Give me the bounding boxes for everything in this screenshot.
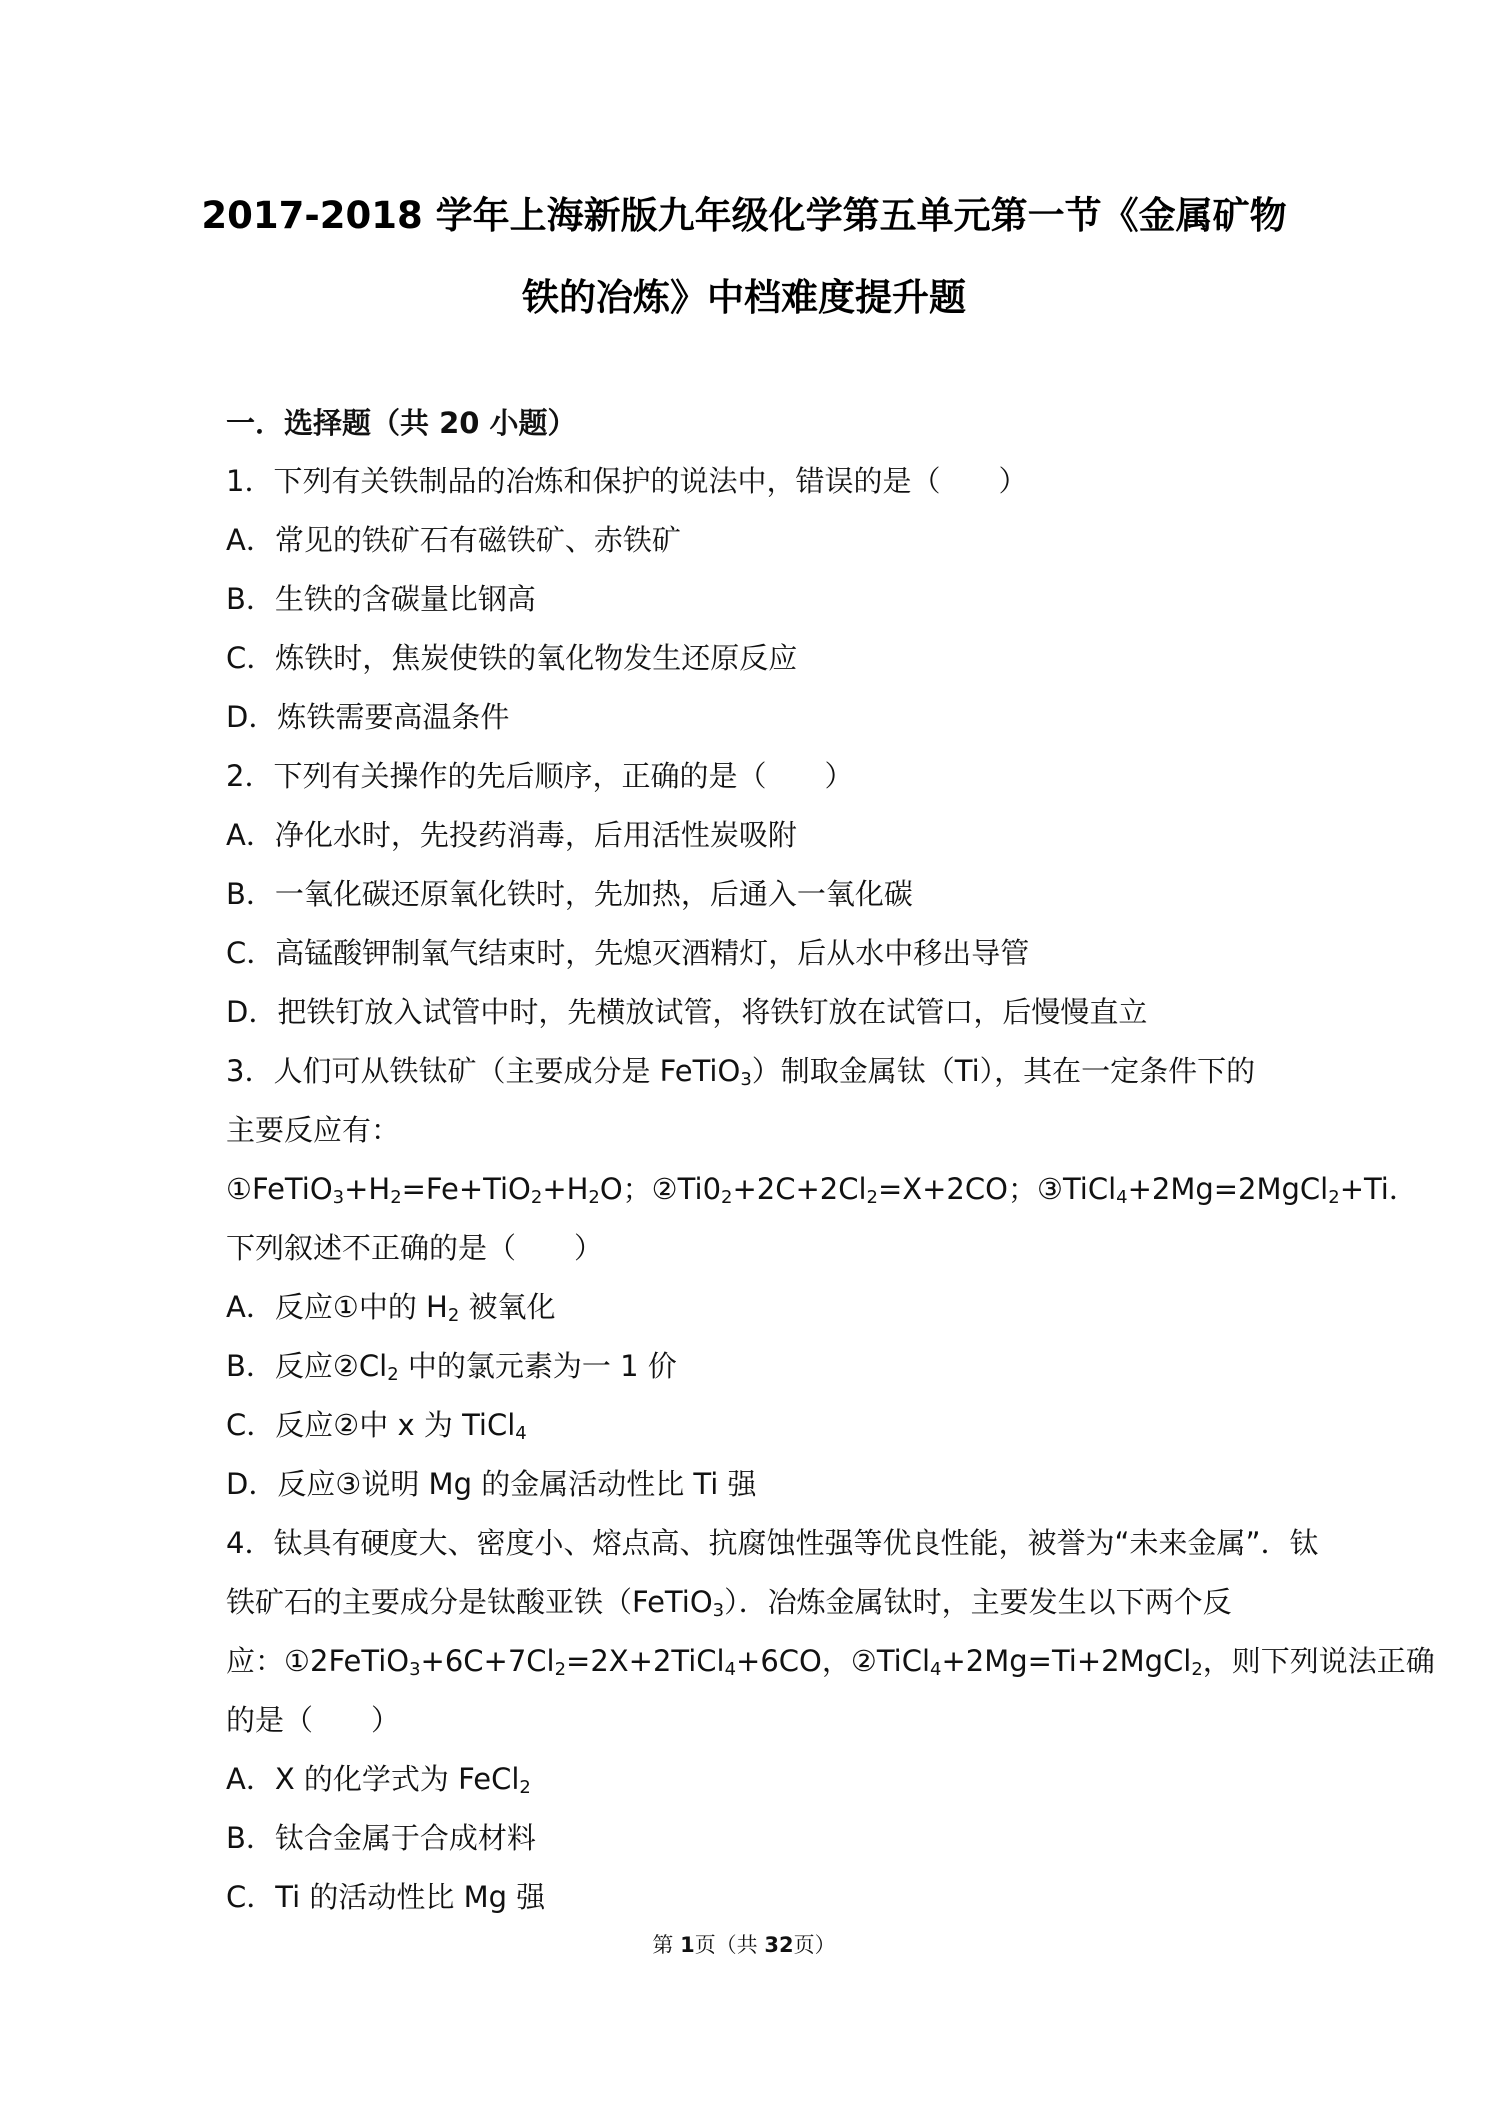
question-4-option-a: A．X 的化学式为 FeCl$_2$ bbox=[226, 1762, 531, 1798]
question-4-stem-line-2: 铁矿石的主要成分是钛酸亚铁（FeTiO$_3$）．冶炼金属钛时，主要发生以下两个反 bbox=[226, 1585, 1232, 1621]
question-3-option-c: C．反应②中 x 为 TiCl$_4$ bbox=[226, 1408, 527, 1444]
document-title-line-2: 铁的冶炼》中档难度提升题 bbox=[522, 276, 966, 319]
question-3-stem-line-2: 主要反应有： bbox=[226, 1113, 401, 1147]
question-4-stem-line-3: 应：$①2FeTiO_3+6C+7Cl_2=2X+2TiCl_4+6CO$，②TiCl$_4$+2Mg=Ti+2MgCl$_2$，则下列说法正确 bbox=[226, 1644, 1435, 1680]
question-4-option-b: B．钛合金属于合成材料 bbox=[226, 1821, 536, 1855]
footer-page-total: 32 bbox=[764, 1933, 794, 1957]
question-3-equations: $①FeTiO_3+H_2=Fe+TiO_2+H_2O$；$②Ti0_2+2C+2Cl_2=X+2CO$；③TiCl$_4$+2Mg=2MgCl$_2$+Ti． bbox=[226, 1172, 1418, 1208]
question-4-option-c: C．Ti 的活动性比 Mg 强 bbox=[226, 1880, 546, 1914]
section-heading: 一．选择题（共 20 小题） bbox=[226, 406, 577, 440]
question-3-option-b: B．反应$②Cl_2$ 中的氯元素为一 1 价 bbox=[226, 1349, 677, 1385]
question-2-stem: 2．下列有关操作的先后顺序，正确的是（ ） bbox=[226, 759, 854, 793]
question-1-option-b: B．生铁的含碳量比钢高 bbox=[226, 582, 536, 616]
footer-prefix: 第 bbox=[652, 1933, 681, 1957]
document-title-line-1: 2017-2018 学年上海新版九年级化学第五单元第一节《金属矿物 bbox=[201, 194, 1287, 237]
question-1-option-c: C．炼铁时，焦炭使铁的氧化物发生还原反应 bbox=[226, 641, 798, 675]
question-2-option-b: B．一氧化碳还原氧化铁时，先加热，后通入一氧化碳 bbox=[226, 877, 913, 911]
question-3-option-a: A．反应①中的 $H_2$ 被氧化 bbox=[226, 1290, 556, 1326]
footer-suffix: 页） bbox=[793, 1933, 836, 1957]
page-footer bbox=[0, 1929, 1488, 1959]
question-3-stem-line-4: 下列叙述不正确的是（ ） bbox=[226, 1231, 604, 1265]
footer-page-number: 1 bbox=[680, 1933, 695, 1957]
question-3-option-d: D．反应③说明 Mg 的金属活动性比 Ti 强 bbox=[226, 1467, 757, 1501]
question-2-option-c: C．高锰酸钾制氧气结束时，先熄灭酒精灯，后从水中移出导管 bbox=[226, 936, 1030, 970]
question-2-option-a: A．净化水时，先投药消毒，后用活性炭吸附 bbox=[226, 818, 797, 852]
question-1-option-a: A．常见的铁矿石有磁铁矿、赤铁矿 bbox=[226, 523, 681, 557]
question-3-stem-line-1: 3．人们可从铁钛矿（主要成分是 FeTiO$_3$）制取金属钛（Ti），其在一定条件下的 bbox=[226, 1054, 1256, 1090]
question-2-option-d: D．把铁钉放入试管中时，先横放试管，将铁钉放在试管口，后慢慢直立 bbox=[226, 995, 1148, 1029]
question-1-option-d: D．炼铁需要高温条件 bbox=[226, 700, 510, 734]
footer-middle: 页（共 bbox=[694, 1933, 765, 1957]
question-1-stem: 1．下列有关铁制品的冶炼和保护的说法中，错误的是（ ） bbox=[226, 464, 1028, 498]
question-4-stem-line-1: 4．钛具有硬度大、密度小、熔点高、抗腐蚀性强等优良性能，被誉为“未来金属”．钛 bbox=[226, 1526, 1319, 1560]
question-4-stem-line-4: 的是（ ） bbox=[226, 1703, 401, 1737]
